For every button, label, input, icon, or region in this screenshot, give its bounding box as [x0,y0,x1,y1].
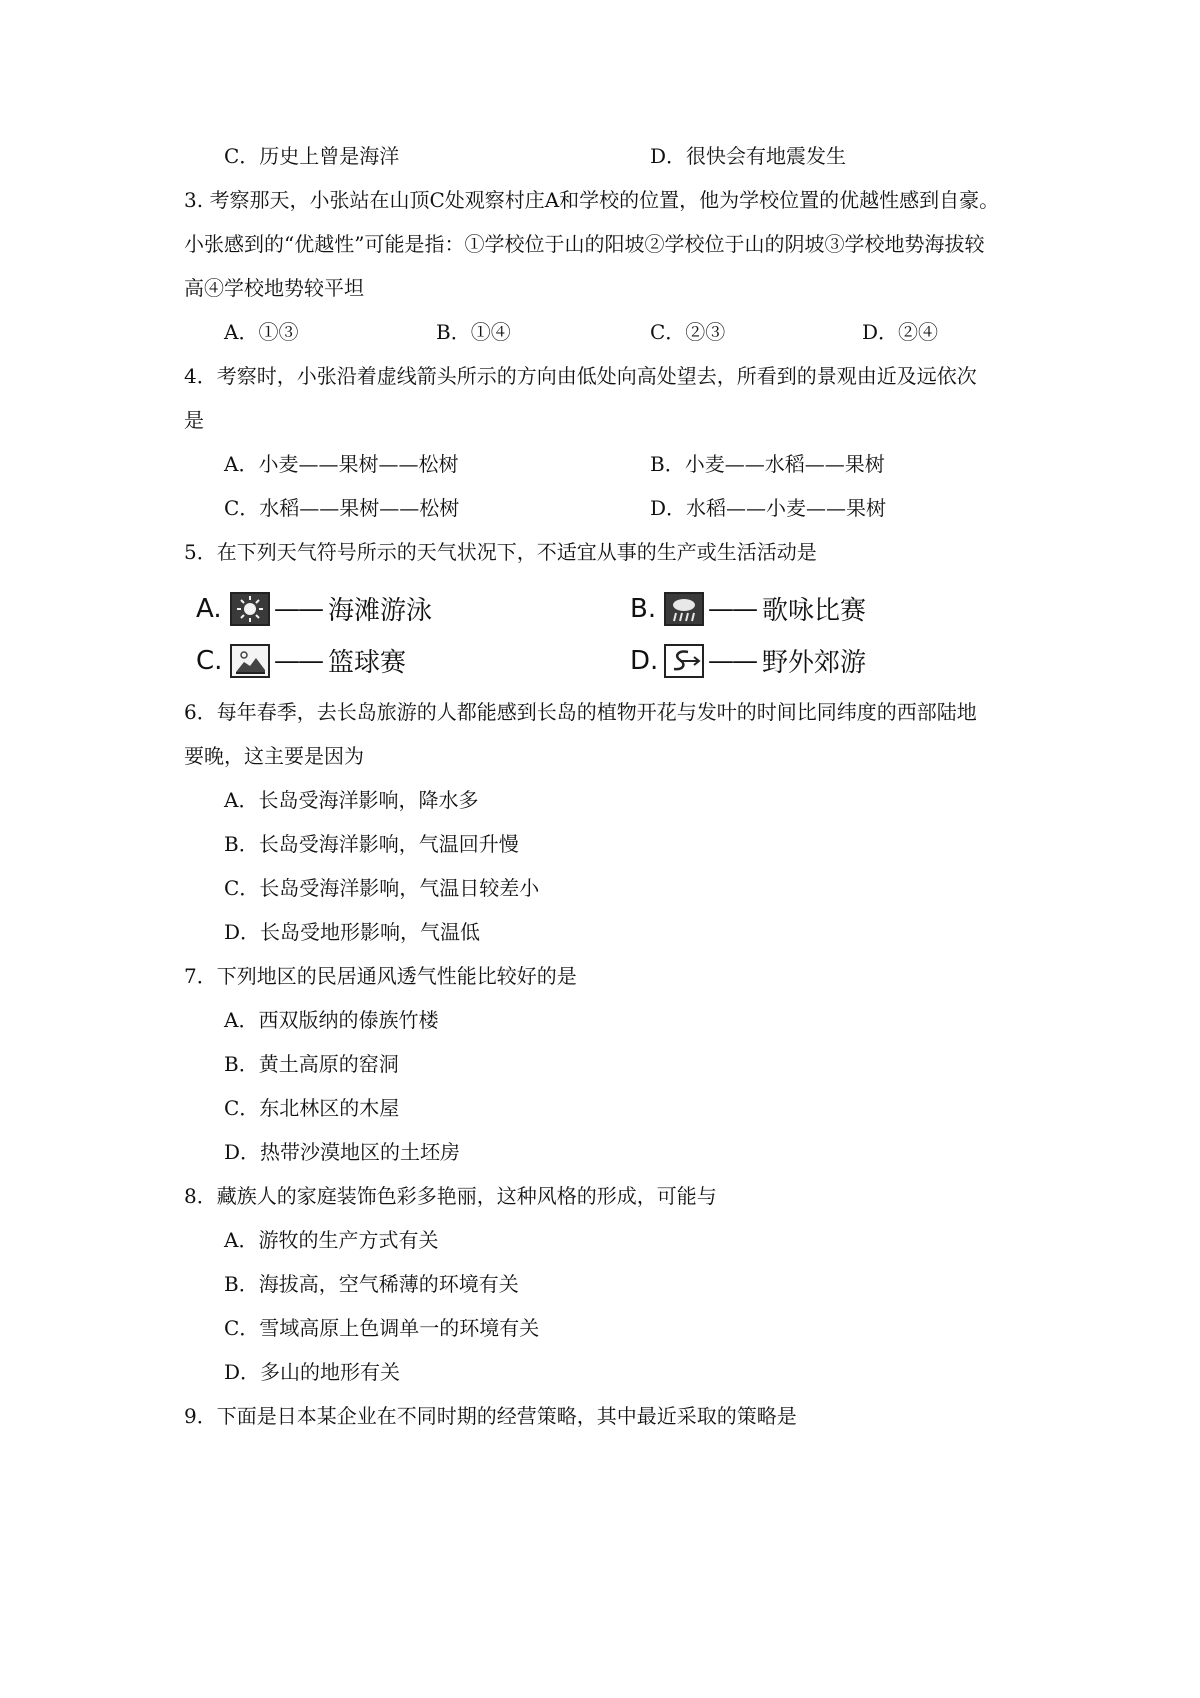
q7-option-c: C．东北林区的木屋 [224,1096,400,1120]
q3-option-a: A．①③ [224,320,299,344]
q2-option-c: C．历史上曾是海洋 [224,144,400,168]
q8-text: 8．藏族人的家庭装饰色彩多艳丽，这种风格的形成，可能与 [184,1184,717,1208]
activity-text: 海滩游泳 [328,596,433,626]
q3-text-3: 高④学校地势较平坦 [184,276,364,300]
q7-option-a: A．西双版纳的傣族竹楼 [224,1008,439,1032]
q5-option-b [630,590,866,627]
dash-separator: —— [274,593,322,624]
option-letter: C. [196,645,223,676]
q6-text-1: 6．每年春季，去长岛旅游的人都能感到长岛的植物开花与发叶的时间比同纬度的西部陆地 [184,700,977,724]
option-letter: A. [196,593,222,624]
q5-text: 5．在下列天气符号所示的天气状况下，不适宜从事的生产或生活活动是 [184,540,817,564]
q6-option-d: D．长岛受地形影响，气温低 [224,920,481,944]
q3-text-1: 3. 考察那天，小张站在山顶C处观察村庄A和学校的位置，他为学校位置的优越性感到自豪。 [184,188,1000,212]
rain-cloud-icon [664,592,704,626]
dash-separator: —— [708,645,756,676]
q5-option-c [196,642,406,679]
q9-text: 9．下面是日本某企业在不同时期的经营策略，其中最近采取的策略是 [184,1404,797,1428]
q5-option-a [196,590,432,627]
q8-option-c: C．雪域高原上色调单一的环境有关 [224,1316,540,1340]
q6-text-2: 要晚，这主要是因为 [184,744,364,768]
q4-option-b: B．小麦——水稻——果树 [650,452,885,476]
q8-option-b: B．海拔高，空气稀薄的环境有关 [224,1272,519,1296]
option-letter: B. [630,593,657,624]
sandstorm-icon [664,644,704,678]
q4-option-a: A．小麦——果树——松树 [224,452,459,476]
q2-option-d: D．很快会有地震发生 [650,144,847,168]
dash-separator: —— [708,593,756,624]
dash-separator: —— [274,645,322,676]
activity-text: 野外郊游 [762,648,867,678]
q3-text-2: 小张感到的“优越性”可能是指：①学校位于山的阳坡②学校位于山的阴坡③学校地势海拔较 [184,232,985,256]
q7-option-d: D．热带沙漠地区的土坯房 [224,1140,461,1164]
activity-text: 歌咏比赛 [762,596,867,626]
q6-option-a: A．长岛受海洋影响，降水多 [224,788,479,812]
q7-text: 7．下列地区的民居通风透气性能比较好的是 [184,964,577,988]
q4-text-2: 是 [184,408,204,432]
q6-option-c: C．长岛受海洋影响，气温日较差小 [224,876,540,900]
q3-option-c: C．②③ [650,320,726,344]
q3-option-b: B．①④ [436,320,511,344]
q8-option-d: D．多山的地形有关 [224,1360,401,1384]
q8-option-a: A．游牧的生产方式有关 [224,1228,439,1252]
option-letter: D. [630,645,659,676]
q7-option-b: B．黄土高原的窑洞 [224,1052,399,1076]
q4-option-d: D．水稻——小麦——果树 [650,496,887,520]
cloudy-sun-icon [230,644,270,678]
q5-option-d [630,642,866,679]
q6-option-b: B．长岛受海洋影响，气温回升慢 [224,832,519,856]
q4-text-1: 4．考察时，小张沿着虚线箭头所示的方向由低处向高处望去，所看到的景观由近及远依次 [184,364,977,388]
q4-option-c: C．水稻——果树——松树 [224,496,460,520]
sunny-icon [230,592,270,626]
q3-option-d: D．②④ [862,320,939,344]
activity-text: 篮球赛 [328,648,407,678]
